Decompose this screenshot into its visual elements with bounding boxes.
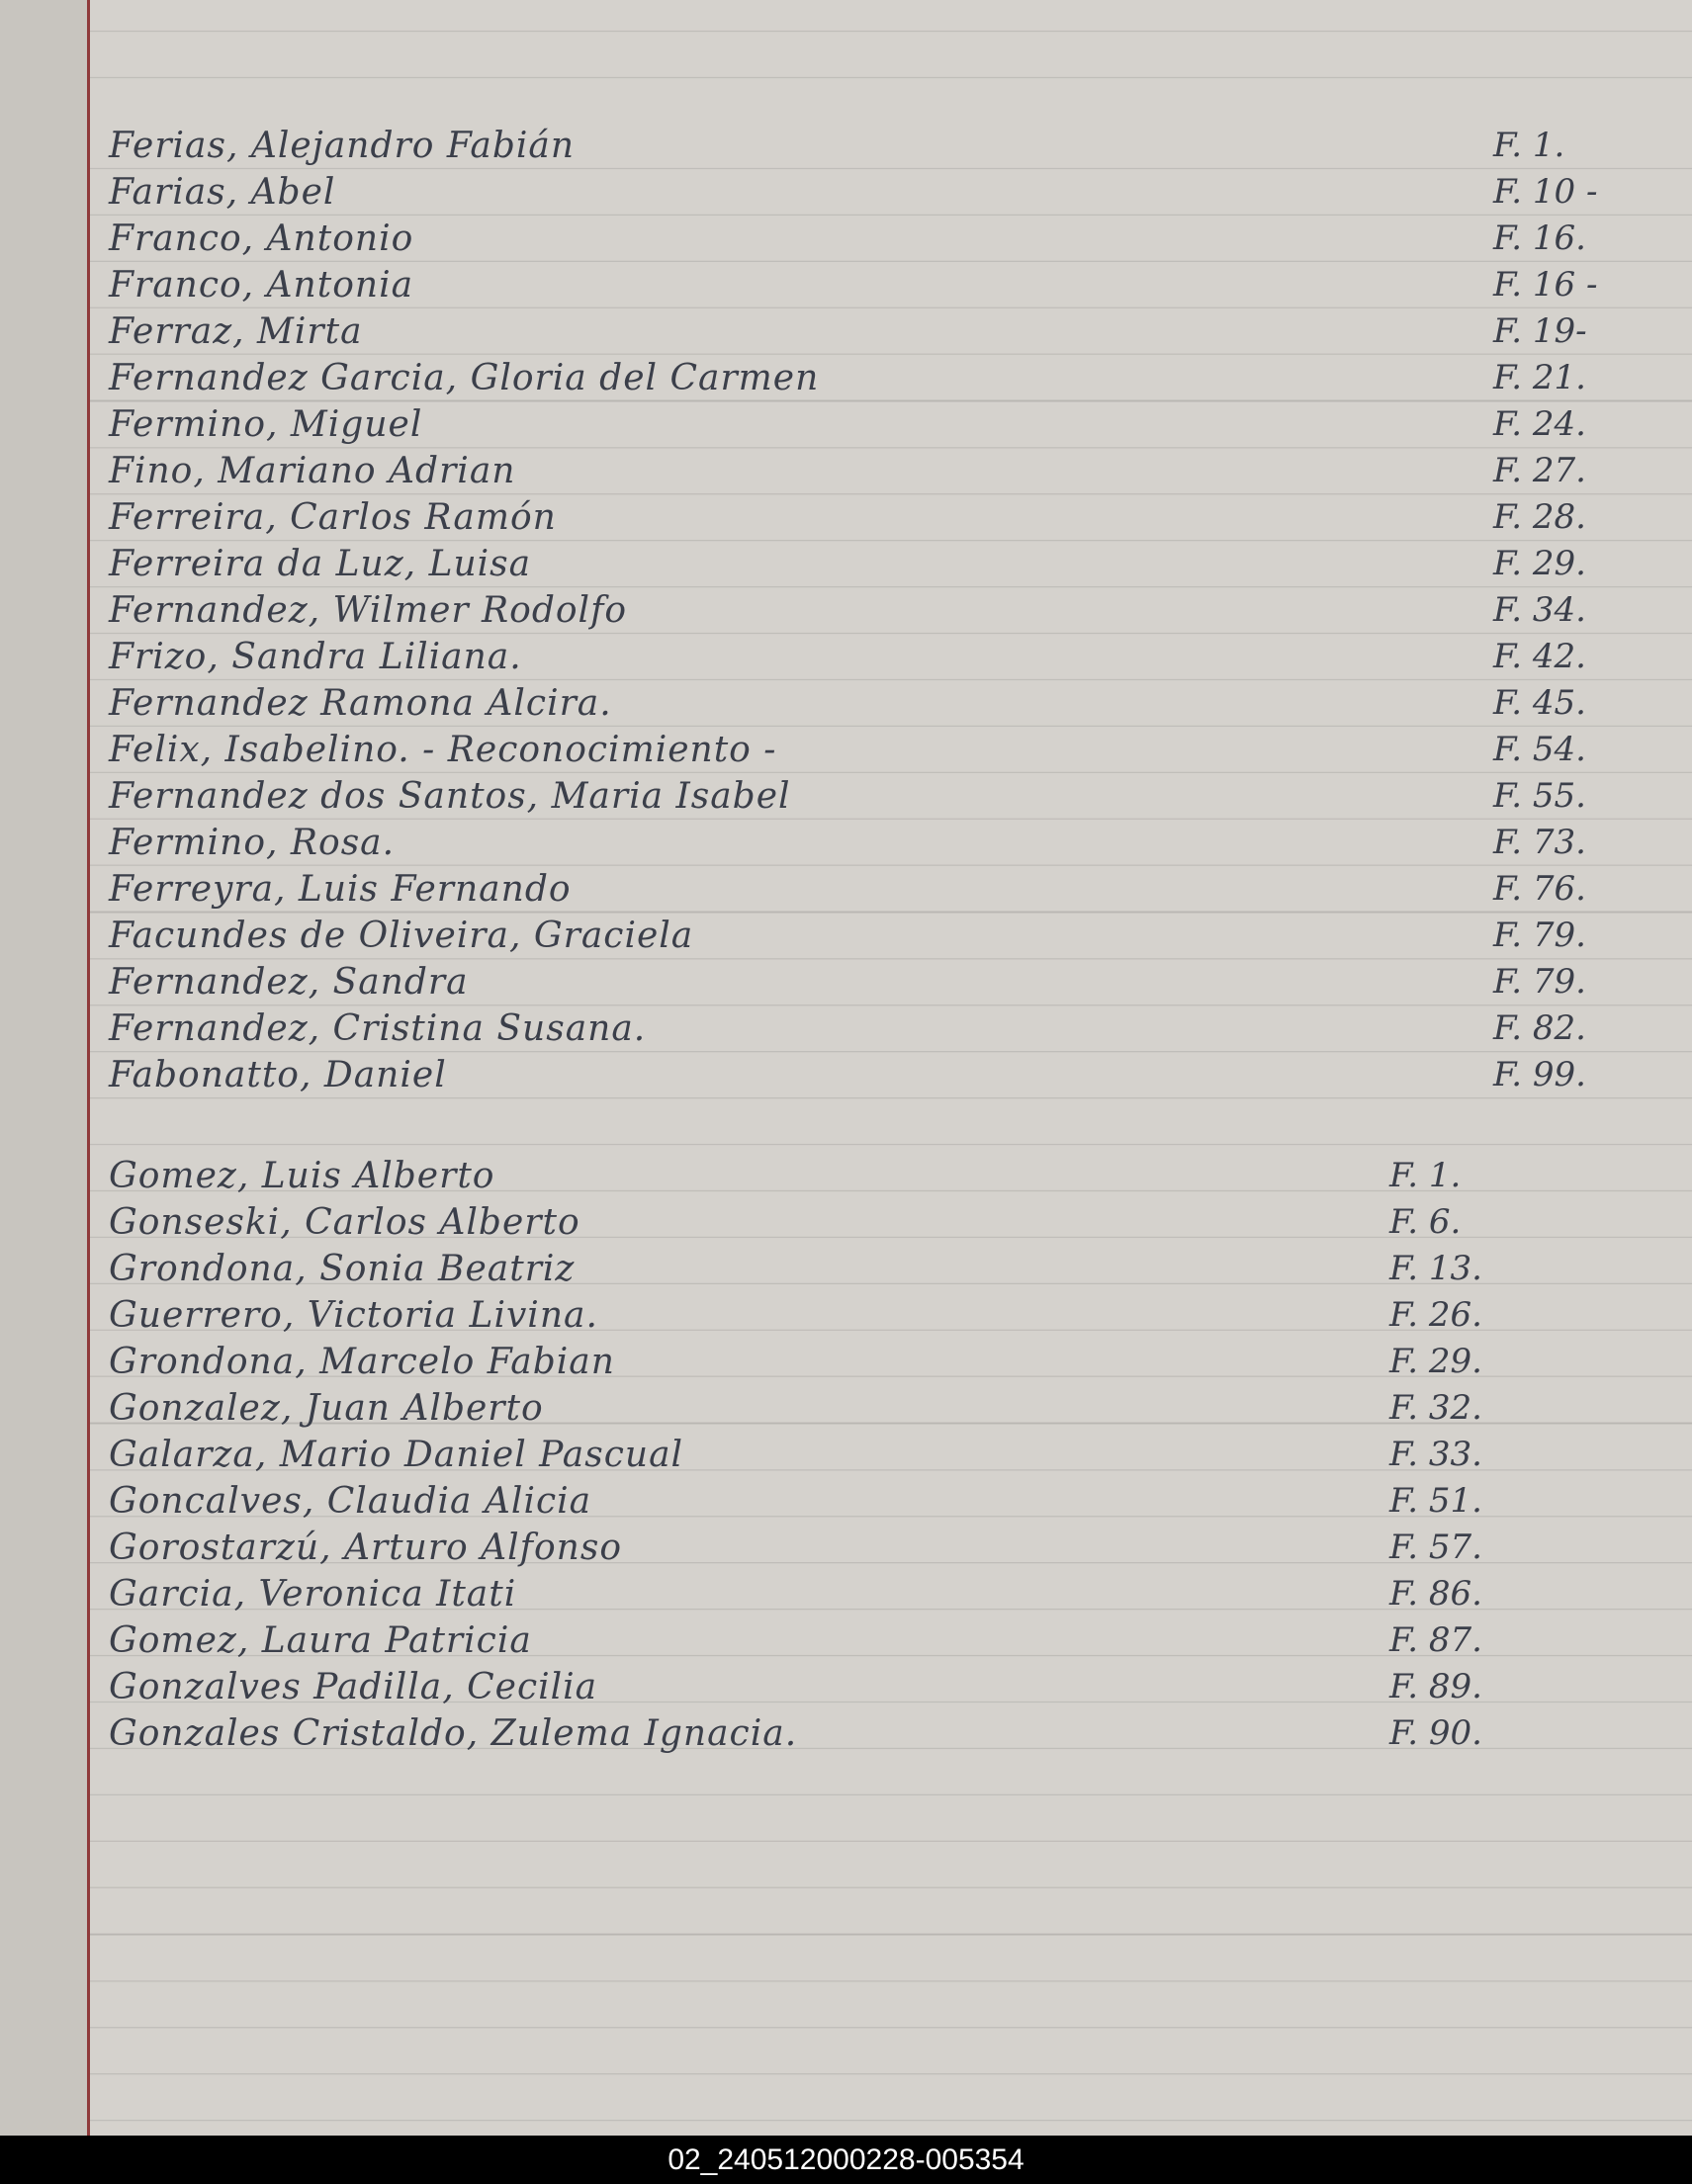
- index-entry: [0, 1432, 1692, 1478]
- entry-name: Fernandez Garcia, Gloria del Carmen: [109, 358, 820, 398]
- entry-folio: F. 87.: [1389, 1620, 1482, 1660]
- index-entry: [0, 494, 1692, 541]
- entry-folio: F. 24.: [1493, 404, 1586, 444]
- entry-name: Fino, Mariano Adrian: [109, 451, 516, 491]
- entry-name: Fernandez Ramona Alcira.: [109, 683, 612, 724]
- entry-name: Fernandez, Wilmer Rodolfo: [109, 590, 628, 631]
- index-entry: [0, 1339, 1692, 1385]
- entry-folio: F. 42.: [1493, 637, 1586, 676]
- index-entry: [0, 448, 1692, 494]
- index-entry: [0, 1571, 1692, 1617]
- index-entry: [0, 123, 1692, 169]
- entry-folio: F. 55.: [1493, 776, 1586, 816]
- entry-name: Grondona, Marcelo Fabian: [109, 1342, 615, 1382]
- index-entry: [0, 959, 1692, 1005]
- index-entry: [0, 1153, 1692, 1199]
- index-entry: [0, 541, 1692, 587]
- entry-name: Guerrero, Victoria Livina.: [109, 1295, 598, 1336]
- entry-folio: F. 90.: [1389, 1713, 1482, 1753]
- entry-name: Fernandez dos Santos, Maria Isabel: [109, 776, 791, 817]
- index-entry: [0, 262, 1692, 308]
- entry-folio: F. 10 -: [1493, 172, 1598, 212]
- index-entry: [0, 634, 1692, 680]
- entry-folio: F. 82.: [1493, 1008, 1586, 1048]
- entry-folio: F. 13.: [1389, 1249, 1482, 1288]
- entry-name: Ferreyra, Luis Fernando: [109, 869, 572, 910]
- entry-name: Ferreira, Carlos Ramón: [109, 497, 557, 538]
- index-entry: [0, 727, 1692, 773]
- entry-name: Ferreira da Luz, Luisa: [109, 544, 532, 584]
- entry-folio: F. 79.: [1493, 916, 1586, 955]
- entry-name: Fernandez, Cristina Susana.: [109, 1008, 647, 1049]
- entry-folio: F. 89.: [1389, 1667, 1482, 1706]
- entry-folio: F. 27.: [1493, 451, 1586, 490]
- entry-name: Gonzales Cristaldo, Zulema Ignacia.: [109, 1713, 798, 1754]
- entry-name: Garcia, Veronica Itati: [109, 1574, 517, 1615]
- entry-name: Galarza, Mario Daniel Pascual: [109, 1435, 684, 1475]
- entry-folio: F. 28.: [1493, 497, 1586, 537]
- index-entry: [0, 866, 1692, 913]
- entry-name: Goncalves, Claudia Alicia: [109, 1481, 592, 1522]
- entry-folio: F. 57.: [1389, 1528, 1482, 1567]
- entry-name: Fabonatto, Daniel: [109, 1055, 447, 1095]
- index-entry: [0, 355, 1692, 401]
- entry-folio: F. 19-: [1493, 311, 1587, 351]
- image-id-footer: [0, 2136, 1692, 2184]
- index-entry: [0, 216, 1692, 262]
- index-entry: [0, 1710, 1692, 1757]
- entry-name: Frizo, Sandra Liliana.: [109, 637, 522, 677]
- index-entry: [0, 1664, 1692, 1710]
- entry-name: Franco, Antonia: [109, 265, 414, 306]
- entry-folio: F. 79.: [1493, 962, 1586, 1002]
- index-entry: [0, 1525, 1692, 1571]
- entry-folio: F. 73.: [1493, 823, 1586, 862]
- index-entry: [0, 1246, 1692, 1292]
- index-entry: [0, 1617, 1692, 1664]
- entry-name: Facundes de Oliveira, Graciela: [109, 916, 694, 956]
- entry-folio: F. 26.: [1389, 1295, 1482, 1335]
- entry-folio: F. 16 -: [1493, 265, 1598, 305]
- index-entry: [0, 1292, 1692, 1339]
- entry-folio: F. 33.: [1389, 1435, 1482, 1474]
- index-entry: [0, 587, 1692, 634]
- index-entry: [0, 680, 1692, 727]
- entry-folio: F. 1.: [1389, 1156, 1462, 1195]
- entry-folio: F. 54.: [1493, 730, 1586, 769]
- entry-name: Ferraz, Mirta: [109, 311, 363, 352]
- entry-folio: F. 34.: [1493, 590, 1586, 630]
- image-id-label: 02_240512000228-005354: [668, 2143, 1024, 2176]
- entry-folio: F. 76.: [1493, 869, 1586, 909]
- entry-name: Fermino, Rosa.: [109, 823, 396, 863]
- entry-name: Gomez, Laura Patricia: [109, 1620, 532, 1661]
- entry-folio: F. 86.: [1389, 1574, 1482, 1614]
- index-entry: [0, 308, 1692, 355]
- entry-folio: F. 21.: [1493, 358, 1586, 397]
- index-entry: [0, 1199, 1692, 1246]
- entry-folio: F. 45.: [1493, 683, 1586, 723]
- entry-folio: F. 6.: [1389, 1202, 1462, 1242]
- entry-name: Felix, Isabelino. - Reconocimiento -: [109, 730, 777, 770]
- index-entry: [0, 401, 1692, 448]
- entry-name: Gonzalez, Juan Alberto: [109, 1388, 544, 1429]
- index-entry: [0, 773, 1692, 820]
- index-entry: [0, 1385, 1692, 1432]
- entry-folio: F. 99.: [1493, 1055, 1586, 1094]
- index-entry: [0, 1005, 1692, 1052]
- entry-name: Grondona, Sonia Beatriz: [109, 1249, 576, 1289]
- entry-name: Fermino, Miguel: [109, 404, 423, 445]
- entry-name: Farias, Abel: [109, 172, 336, 213]
- index-entry: [0, 169, 1692, 216]
- entry-name: Ferias, Alejandro Fabián: [109, 126, 576, 166]
- index-entry: [0, 820, 1692, 866]
- entry-name: Gomez, Luis Alberto: [109, 1156, 495, 1196]
- entry-folio: F. 51.: [1389, 1481, 1482, 1521]
- entry-name: Franco, Antonio: [109, 218, 414, 259]
- entry-name: Fernandez, Sandra: [109, 962, 469, 1003]
- index-entry: [0, 1052, 1692, 1098]
- entry-folio: F. 1.: [1493, 126, 1565, 165]
- index-entry: [0, 1478, 1692, 1525]
- entry-name: Gonzalves Padilla, Cecilia: [109, 1667, 598, 1707]
- entry-name: Gorostarzú, Arturo Alfonso: [109, 1528, 622, 1568]
- entry-name: Gonseski, Carlos Alberto: [109, 1202, 580, 1243]
- entry-folio: F. 29.: [1493, 544, 1586, 583]
- entry-folio: F. 32.: [1389, 1388, 1482, 1428]
- index-entry: [0, 913, 1692, 959]
- entry-folio: F. 16.: [1493, 218, 1586, 258]
- entry-folio: F. 29.: [1389, 1342, 1482, 1381]
